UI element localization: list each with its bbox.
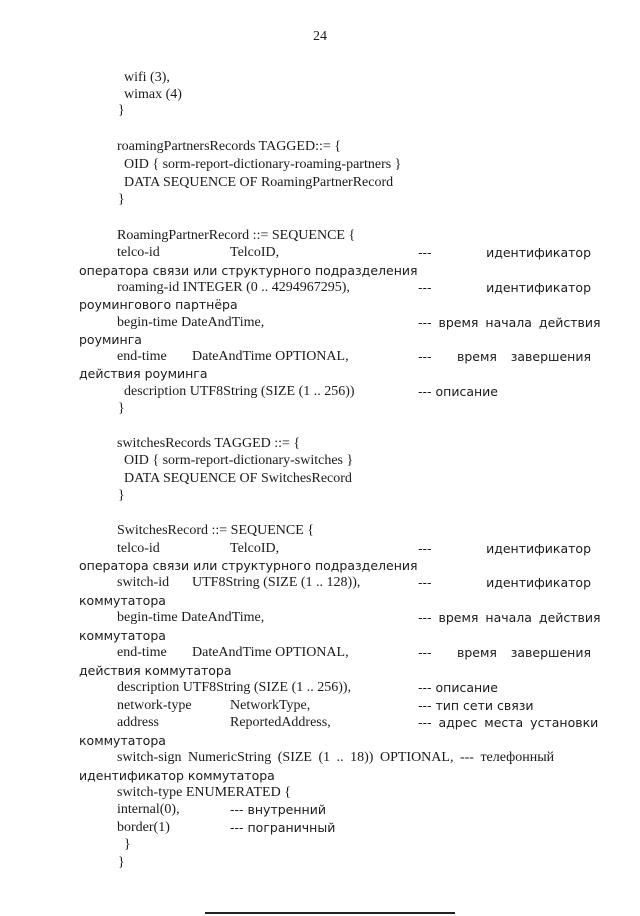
field-def: switch-sign NumericString (SIZE (1 .. 18)) OPTIONAL, --- телефонный <box>117 750 555 765</box>
code-line: OID { sorm-report-dictionary-switches } <box>124 453 354 468</box>
field-name: end-time <box>117 349 167 364</box>
enum-item: internal(0), <box>117 802 180 817</box>
comment-separator: --- <box>418 280 432 295</box>
field-type: TelcoID, <box>230 541 280 556</box>
field-def: begin-time DateAndTime, <box>117 610 265 625</box>
comment-text: --- описание <box>418 680 498 695</box>
code-line: DATA SEQUENCE OF SwitchesRecord <box>124 471 352 486</box>
field-name: telco-id <box>117 541 160 556</box>
field-name: address <box>117 715 159 730</box>
code-line: switch-type ENUMERATED { <box>117 785 291 800</box>
field-name: network-type <box>117 698 192 713</box>
comment-text: идентификатор коммутатора <box>79 768 275 783</box>
code-line: } <box>118 401 125 416</box>
comment-text: время <box>457 349 497 364</box>
field-def: description UTF8String (SIZE (1 .. 256)), <box>117 680 352 695</box>
comment-text: оператора связи или структурного подразделения <box>79 558 418 573</box>
code-line: switchesRecords TAGGED ::= { <box>117 436 301 451</box>
comment-text: завершения <box>510 349 591 364</box>
comment-text: коммутатора <box>79 593 166 608</box>
comment-text: роумингового партнёра <box>79 297 238 312</box>
code-line: } <box>118 192 125 207</box>
code-line: roamingPartnersRecords TAGGED::= { <box>117 139 341 154</box>
field-type: ReportedAddress, <box>230 715 331 730</box>
field-name: switch-id <box>117 575 170 590</box>
code-line: RoamingPartnerRecord ::= SEQUENCE { <box>117 228 356 243</box>
comment-text: --- время начала действия <box>418 610 601 625</box>
comment-text: --- описание <box>418 384 498 399</box>
comment-text: роуминга <box>79 332 142 347</box>
code-line: DATA SEQUENCE OF RoamingPartnerRecord <box>124 175 394 190</box>
field-type: NetworkType, <box>230 698 311 713</box>
enum-item: border(1) <box>117 820 170 835</box>
field-type: TelcoID, <box>230 245 280 260</box>
code-line: wifi (3), <box>124 70 170 85</box>
field-type: DateAndTime OPTIONAL, <box>192 645 349 660</box>
comment-text: идентификатор <box>486 245 591 260</box>
comment-separator: --- <box>418 541 432 556</box>
code-line: SwitchesRecord ::= SEQUENCE { <box>117 523 314 538</box>
code-line: } <box>118 103 125 118</box>
comment-separator: --- <box>418 645 432 660</box>
comment-text: --- адрес места установки <box>418 715 599 730</box>
comment-text: --- пограничный <box>230 820 336 835</box>
comment-text: действия роуминга <box>79 366 208 381</box>
code-line: } <box>124 837 131 852</box>
code-line: } <box>118 855 125 870</box>
comment-separator: --- <box>418 349 432 364</box>
comment-text: идентификатор <box>486 280 591 295</box>
field-type: DateAndTime OPTIONAL, <box>192 349 349 364</box>
comment-text: коммутатора <box>79 628 166 643</box>
code-line: } <box>118 488 125 503</box>
comment-text: завершения <box>510 645 591 660</box>
field-def: begin-time DateAndTime, <box>117 315 265 330</box>
field-name: end-time <box>117 645 167 660</box>
comment-text: оператора связи или структурного подразделения <box>79 263 418 278</box>
comment-text: коммутатора <box>79 733 166 748</box>
code-line: wimax (4) <box>124 87 182 102</box>
comment-separator: --- <box>418 575 432 590</box>
comment-text: --- время начала действия <box>418 315 601 330</box>
field-def: roaming-id INTEGER (0 .. 4294967295), <box>117 280 350 295</box>
comment-text: действия коммутатора <box>79 663 232 678</box>
comment-text: --- внутренний <box>230 802 326 817</box>
comment-separator: --- <box>418 245 432 260</box>
code-line: OID { sorm-report-dictionary-roaming-partners } <box>124 157 402 172</box>
field-def: description UTF8String (SIZE (1 .. 256)) <box>124 384 355 399</box>
page-bottom-rule <box>205 912 455 914</box>
comment-text: время <box>457 645 497 660</box>
field-name: telco-id <box>117 245 160 260</box>
field-type: UTF8String (SIZE (1 .. 128)), <box>192 575 361 590</box>
comment-text: идентификатор <box>486 575 591 590</box>
comment-text: --- тип сети связи <box>418 698 534 713</box>
comment-text: идентификатор <box>486 541 591 556</box>
page-number: 24 <box>313 29 327 44</box>
